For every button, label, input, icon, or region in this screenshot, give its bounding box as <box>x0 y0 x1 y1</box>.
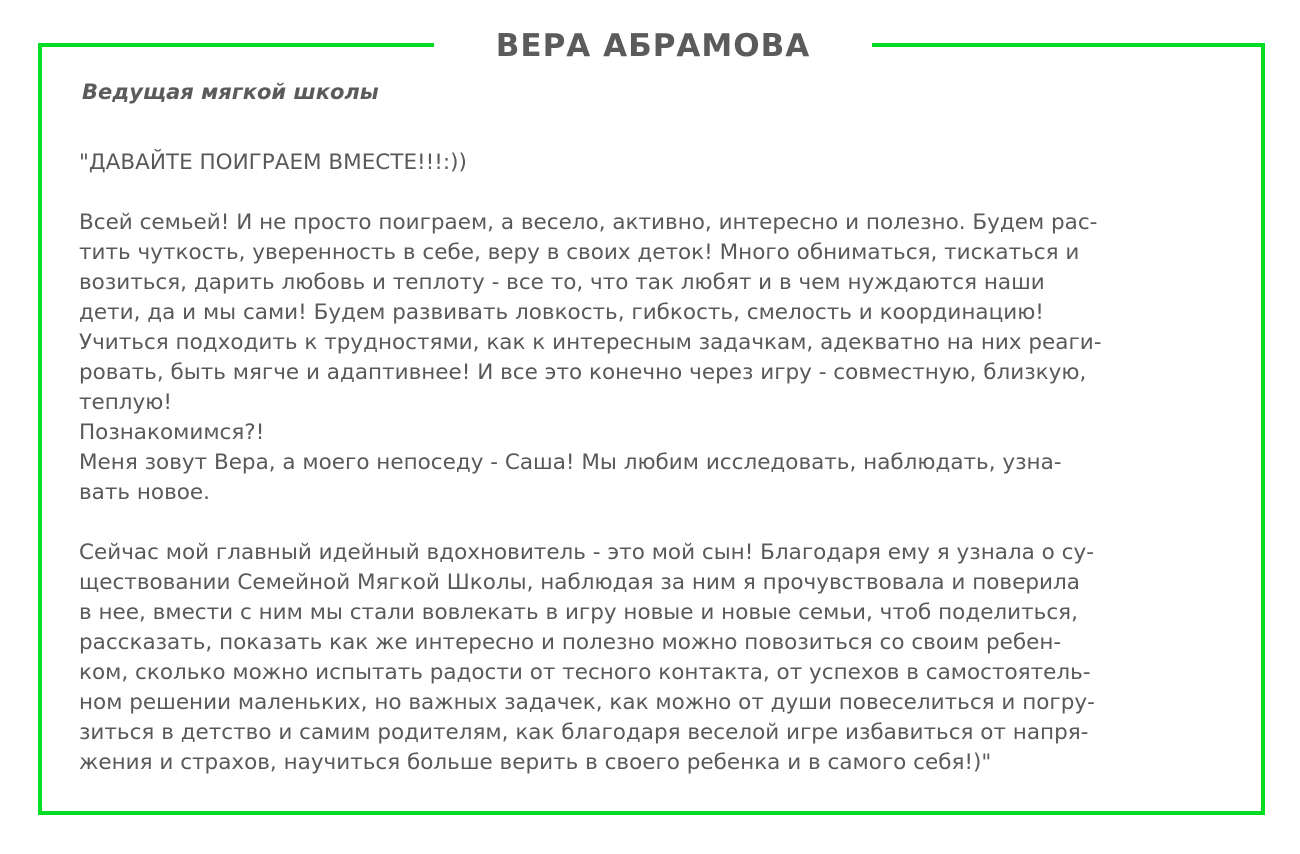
text-line: Всей семьей! И не просто поиграем, а весело, активно, интересно и полезно. Будем рас- <box>79 210 1098 235</box>
paragraph-spacer <box>79 508 1101 538</box>
content-text <box>79 148 1101 778</box>
text-line: Учиться подходить к трудностями, как к интересным задачкам, адекватно на них реаги- <box>79 330 1102 355</box>
text-line: ком, сколько можно испытать радости от тесного контакта, от успехов в самостоятель- <box>79 660 1091 685</box>
page-title: ВЕРА АБРАМОВА <box>495 28 811 64</box>
text-line: жения и страхов, научиться больше верить в своего ребенка и в самого себя!)" <box>79 750 992 775</box>
text-line: ровать, быть мягче и адаптивнее! И все это конечно через игру - совместную, близкую, <box>79 360 1087 385</box>
text-line: рассказать, показать как же интересно и полезно можно повозиться со своим ребен- <box>79 630 1062 655</box>
text-line: зиться в детство и самим родителям, как благодаря веселой игре избавиться от напря- <box>79 720 1089 745</box>
text-line: вать новое. <box>79 480 210 505</box>
quote-heading: "ДАВАЙТЕ ПОИГРАЕМ ВМЕСТЕ!!!:)) <box>79 150 467 175</box>
text-line: в нее, вмести с ним мы стали вовлекать в игру новые и новые семьи, чтоб поделиться, <box>79 600 1078 625</box>
paragraph-spacer <box>79 178 1101 208</box>
text-line: теплую! <box>79 390 172 415</box>
text-line: ном решении маленьких, но важных задачек, как можно от души повеселиться и погру- <box>79 690 1095 715</box>
text-line: возиться, дарить любовь и теплоту - все то, что так любят и в чем нуждаются наши <box>79 270 1045 295</box>
text-line: Меня зовут Вера, а моего непоседу - Саша! Мы любим исследовать, наблюдать, узна- <box>79 450 1062 475</box>
paragraph-2 <box>79 538 1101 778</box>
text-line: Сейчас мой главный идейный вдохновитель - это мой сын! Благодаря ему я узнала о су- <box>79 540 1094 565</box>
text-line: Познакомимся?! <box>79 420 265 445</box>
subtitle: Ведущая мягкой школы <box>82 80 379 104</box>
paragraph-1 <box>79 208 1101 508</box>
text-line: дети, да и мы сами! Будем развивать ловкость, гибкость, смелость и координацию! <box>79 300 1044 325</box>
text-line: ществовании Семейной Мягкой Школы, наблюдая за ним я прочувствовала и поверила <box>79 570 1080 595</box>
text-line: тить чуткость, уверенность в себе, веру в своих деток! Много обниматься, тискаться и <box>79 240 1080 265</box>
